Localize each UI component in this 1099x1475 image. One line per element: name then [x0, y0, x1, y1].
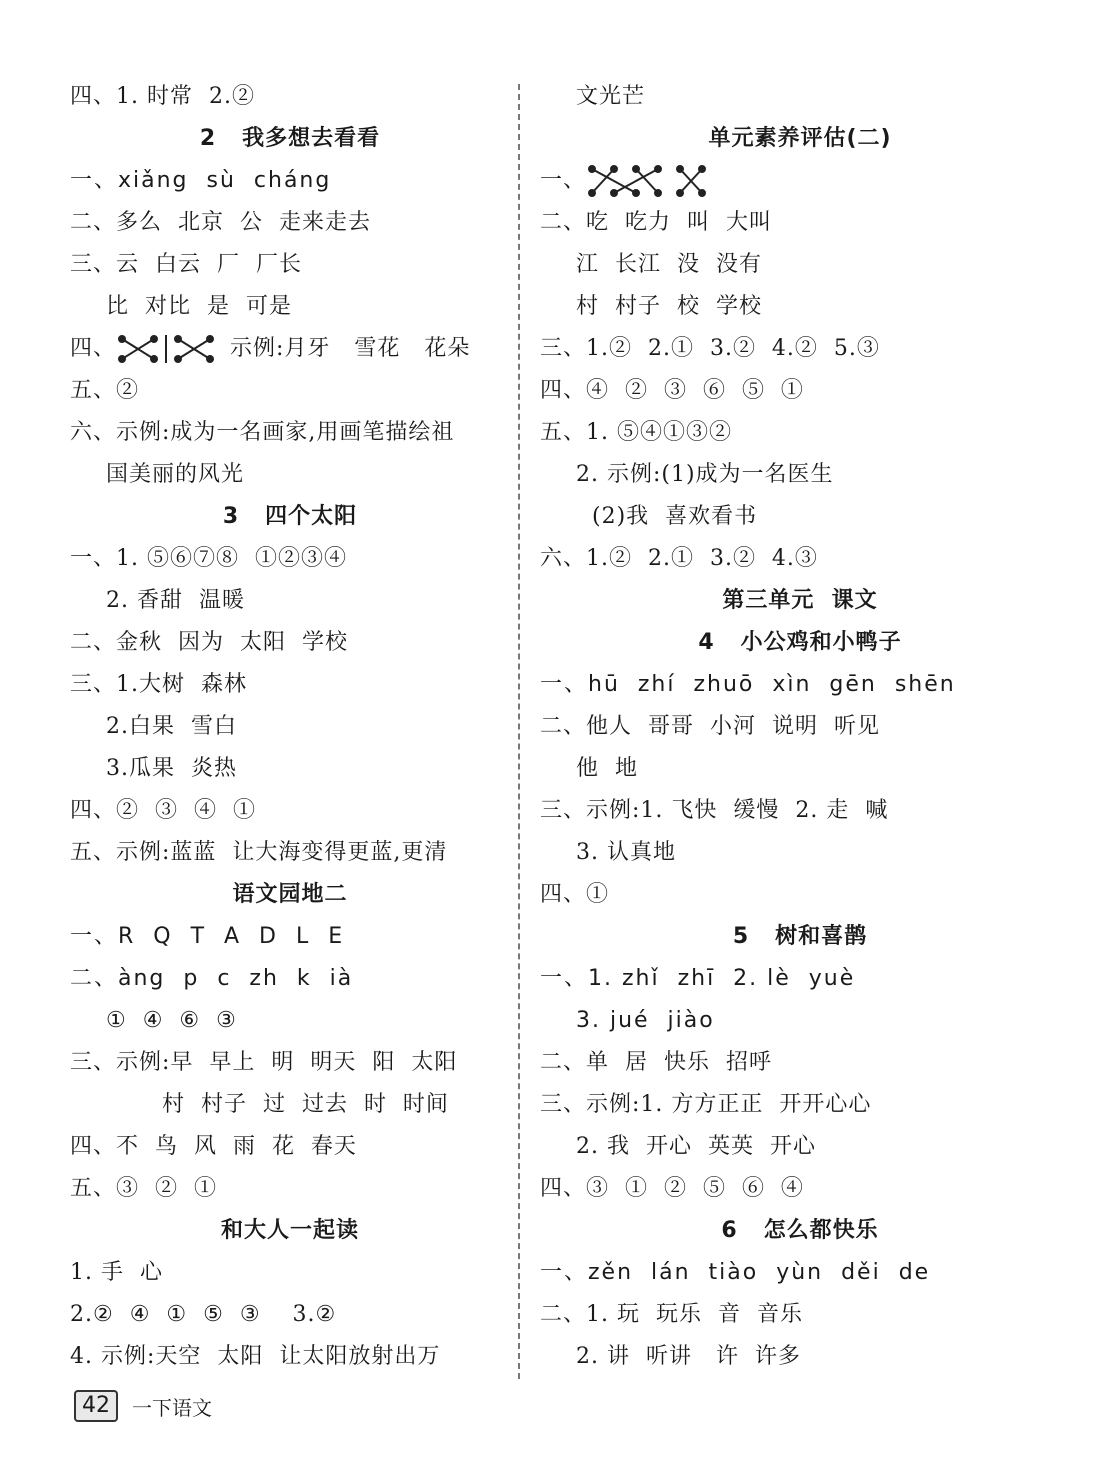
answer-line [540, 160, 1060, 202]
answer-line: 二、1. 玩 玩乐 音 音乐 [540, 1302, 803, 1327]
answer-line: 一、xiǎng sù cháng [70, 168, 332, 193]
answer-line: 三、云 白云 厂 厂长 [70, 252, 302, 277]
answer-line: 江 长江 没 没有 [576, 252, 762, 277]
answer-line: 四、① [540, 882, 610, 907]
answer-line: 二、他人 哥哥 小河 说明 听见 [540, 714, 880, 739]
page-footer [74, 1389, 212, 1423]
column-divider [518, 84, 520, 1379]
question-number: 一、 [540, 168, 587, 193]
section-heading: 第三单元 课文 [722, 588, 878, 613]
section-heading: 和大人一起读 [220, 1218, 359, 1243]
answer-line: 四、1. 时常 2.② [70, 84, 255, 109]
answer-line: ① ④ ⑥ ③ [106, 1008, 237, 1033]
answer-line: 四、② ③ ④ ① [70, 798, 256, 823]
answer-line: 3. 认真地 [576, 840, 676, 865]
answer-line: 1. 手 心 [70, 1260, 163, 1285]
answer-line: 2.② ④ ① ⑤ ③ 3.② [70, 1302, 337, 1327]
answer-line: 三、1.② 2.① 3.② 4.② 5.③ [540, 336, 880, 361]
right-column [540, 76, 1060, 1378]
answer-line: 国美丽的风光 [106, 462, 245, 487]
answer-line: 一、zěn lán tiào yùn děi de [540, 1260, 931, 1285]
answer-line: 二、金秋 因为 太阳 学校 [70, 630, 348, 655]
answer-line: 六、1.② 2.① 3.② 4.③ [540, 546, 818, 571]
answer-line: 三、示例:早 早上 明 明天 阳 太阳 [70, 1050, 458, 1075]
section-heading: 语文园地二 [232, 882, 348, 907]
answer-line [70, 328, 510, 370]
answer-line: 三、示例:1. 飞快 缓慢 2. 走 喊 [540, 798, 889, 823]
section-heading: 2 我多想去看看 [199, 126, 381, 151]
answer-line: 一、1. zhǐ zhī 2. lè yuè [540, 966, 856, 991]
answer-line: 2. 我 开心 英英 开心 [576, 1134, 816, 1159]
matching-diagram-icon [116, 331, 216, 367]
answer-line: 4. 示例:天空 太阳 让太阳放射出万 [70, 1344, 441, 1369]
matching-diagram-icon [586, 163, 716, 199]
answer-line: 村 村子 过 过去 时 时间 [162, 1092, 449, 1117]
answer-line: 一、hū zhí zhuō xìn gēn shēn [540, 672, 956, 697]
left-column [70, 76, 510, 1378]
answer-line: 一、R Q T A D L E [70, 924, 345, 949]
page-number: 42 [74, 1390, 118, 1422]
answer-line: 他 地 [576, 756, 638, 781]
answer-line: 2. 香甜 温暖 [106, 588, 245, 613]
answer-line: 2. 讲 听讲 许 许多 [576, 1344, 801, 1369]
answer-line: 五、③ ② ① [70, 1176, 217, 1201]
answer-line: 五、示例:蓝蓝 让大海变得更蓝,更清 [70, 840, 448, 865]
answer-line: 四、④ ② ③ ⑥ ⑤ ① [540, 378, 804, 403]
answer-line: 2.白果 雪白 [106, 714, 237, 739]
answer-line: 3.瓜果 炎热 [106, 756, 237, 781]
answer-line: 一、1. ⑤⑥⑦⑧ ①②③④ [70, 546, 347, 571]
answer-line: (2)我 喜欢看书 [576, 504, 758, 529]
answer-line: 文光芒 [576, 84, 646, 109]
answer-text: 示例:月牙 雪花 花朵 [230, 336, 471, 361]
book-label: 一下语文 [132, 1395, 212, 1420]
answer-line: 3. jué jiào [540, 1008, 715, 1033]
section-heading: 单元素养评估(二) [708, 126, 892, 151]
question-number: 四、 [70, 336, 117, 361]
answer-line: 二、多么 北京 公 走来走去 [70, 210, 371, 235]
answer-line: 四、不 鸟 风 雨 花 春天 [70, 1134, 357, 1159]
section-heading: 6 怎么都快乐 [721, 1218, 879, 1243]
answer-line: 2. 示例:(1)成为一名医生 [576, 462, 834, 487]
answer-line: 三、示例:1. 方方正正 开开心心 [540, 1092, 872, 1117]
section-heading: 3 四个太阳 [222, 504, 358, 529]
answer-line: 二、àng p c zh k ià [70, 966, 354, 991]
answer-line: 二、吃 吃力 叫 大叫 [540, 210, 772, 235]
section-heading: 4 小公鸡和小鸭子 [698, 630, 902, 655]
answer-line: 三、1.大树 森林 [70, 672, 247, 697]
answer-line: 五、1. ⑤④①③② [540, 420, 732, 445]
answer-line: 比 对比 是 可是 [106, 294, 292, 319]
answer-line: 四、③ ① ② ⑤ ⑥ ④ [540, 1176, 804, 1201]
answer-line: 二、单 居 快乐 招呼 [540, 1050, 772, 1075]
answer-line: 六、示例:成为一名画家,用画笔描绘祖 [70, 420, 455, 445]
answer-line: 五、② [70, 378, 140, 403]
answer-line: 村 村子 校 学校 [576, 294, 762, 319]
section-heading: 5 树和喜鹊 [732, 924, 868, 949]
